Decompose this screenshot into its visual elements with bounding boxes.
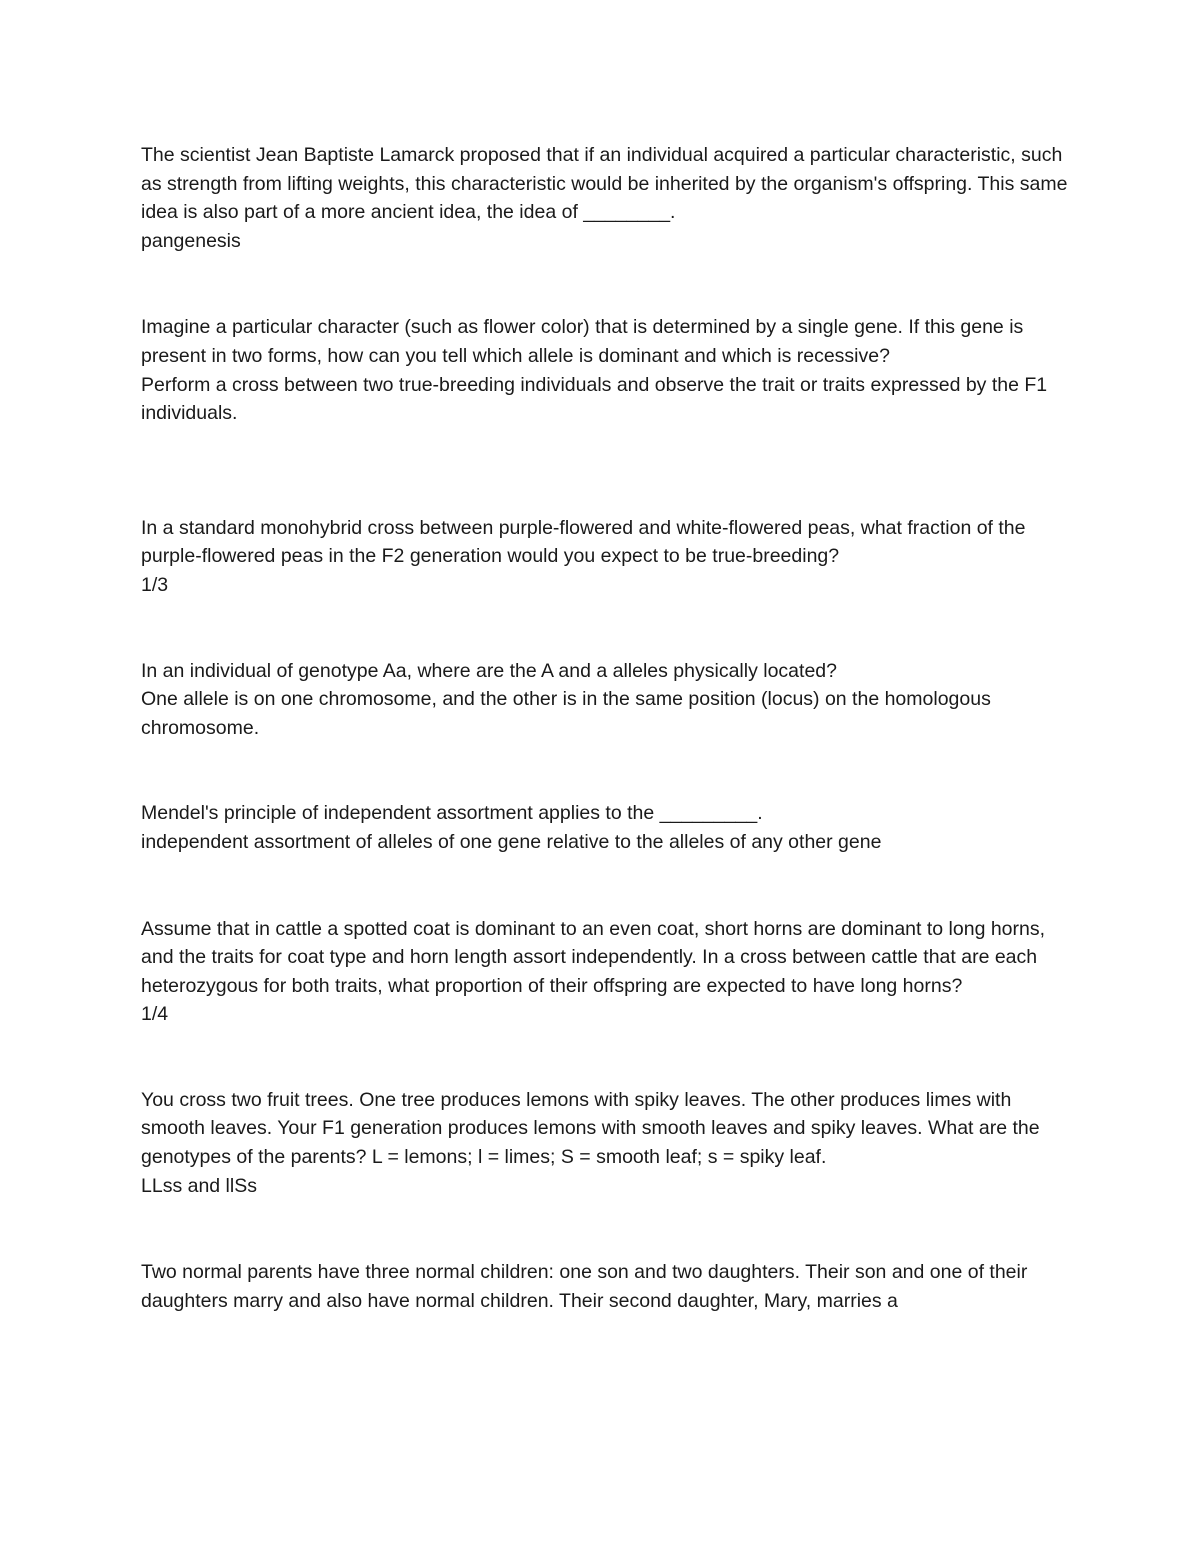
qa-block xyxy=(141,313,1071,427)
answer-text: 1/4 xyxy=(141,1003,169,1026)
qa-block xyxy=(141,657,1071,743)
qa-block xyxy=(141,141,1071,255)
question-text: You cross two fruit trees. One tree produces lemons with spiky leaves. The other produces limes with smooth leaves. Your F1 generation produces lemons with smooth leaves and spiky leaves. What are the genotypes of the parents? L = lemons; l = limes; S = smooth leaf; s = spiky leaf. xyxy=(141,1088,1040,1169)
qa-block xyxy=(141,1086,1071,1200)
question-text: Two normal parents have three normal children: one son and two daughters. Their son and one of their daughters marry and also have normal children. Their second daughter, Mary, marries a xyxy=(141,1261,1028,1312)
qa-block xyxy=(141,915,1071,1029)
answer-text: One allele is on one chromosome, and the other is in the same position (locus) on the homologous chromosome. xyxy=(141,688,991,739)
document-body xyxy=(141,141,1071,1315)
qa-block xyxy=(141,514,1071,600)
question-text: In an individual of genotype Aa, where are the A and a alleles physically located? xyxy=(141,659,837,682)
qa-block xyxy=(141,1258,1071,1315)
question-text: In a standard monohybrid cross between purple-flowered and white-flowered peas, what fraction of the purple-flowered peas in the F2 generation would you expect to be true-breeding? xyxy=(141,516,1026,568)
qa-block xyxy=(141,799,1071,856)
answer-text: 1/3 xyxy=(141,573,169,596)
answer-text: Perform a cross between two true-breeding individuals and observe the trait or traits expressed by the F1 individuals. xyxy=(141,373,1048,425)
answer-text: pangenesis xyxy=(141,229,241,252)
answer-text: LLss and llSs xyxy=(141,1174,257,1197)
question-text: Mendel's principle of independent assortment applies to the _________. xyxy=(141,802,763,825)
question-text: Imagine a particular character (such as flower color) that is determined by a single gene. If this gene is present in two forms, how can you tell which allele is dominant and which is recessive? xyxy=(141,316,1024,367)
answer-text: independent assortment of alleles of one gene relative to the alleles of any other gene xyxy=(141,830,882,853)
question-text: Assume that in cattle a spotted coat is dominant to an even coat, short horns are dominant to long horns, and the traits for coat type and horn length assort independently. In a cross between cattle that are each heterozygous for both traits, what proportion of their offspring are expected to have long horns? xyxy=(141,917,1046,997)
question-text: The scientist Jean Baptiste Lamarck proposed that if an individual acquired a particular characteristic, such as strength from lifting weights, this characteristic would be inherited by the organism's offspring. This same idea is also part of a more ancient idea, the idea of ________. xyxy=(141,144,1068,224)
